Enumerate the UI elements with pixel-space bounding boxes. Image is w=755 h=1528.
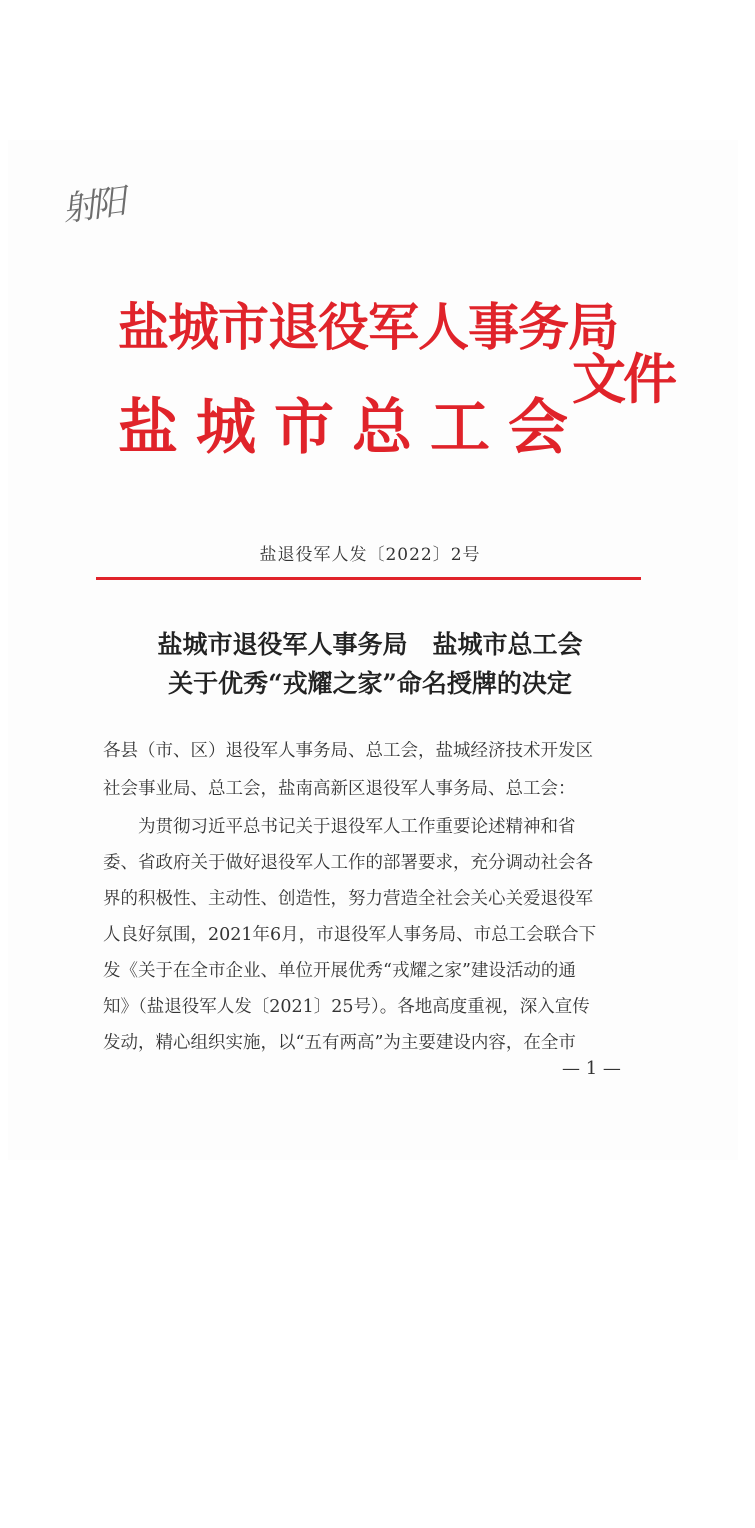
body-line: 各县（市、区）退役军人事务局、总工会，盐城经济技术开发区 [103,741,593,761]
header-char: 会 [508,393,568,463]
body-line: 委、省政府关于做好退役军人工作的部署要求，充分调动社会各 [103,853,593,873]
document-title-line2: 关于优秀“戎耀之家”命名授牌的决定 [168,669,572,698]
body-line: 社会事业局、总工会，盐南高新区退役军人事务局、总工会： [103,779,576,799]
header-char: 总 [352,393,412,463]
red-divider-line [96,577,641,580]
page-number: — 1 — [562,1058,621,1079]
header-char: 市 [274,393,334,463]
body-line: 界的积极性、主动性、创造性，努力营造全社会关心关爱退役军 [103,889,593,909]
body-line: 为贯彻习近平总书记关于退役军人工作重要论述精神和省 [103,817,576,837]
document-number: 盐退役军人发〔2022〕2号 [259,545,481,565]
header-char: 城 [196,393,256,463]
header-issuer-line1: 盐城市退役军人事务局 [118,298,619,358]
body-line: 人良好氛围，2021年6月，市退役军人事务局、市总工会联合下 [103,925,597,945]
document-title-line1: 盐城市退役军人事务局 盐城市总工会 [157,630,583,659]
body-line: 发《关于在全市企业、单位开展优秀“戎耀之家”建设活动的通 [103,961,576,981]
body-line: 知》（盐退役军人发〔2021〕25号）。各地高度重视，深入宣传 [103,997,590,1017]
header-char: 盐 [118,393,178,463]
handwritten-note: 射阳 [59,181,125,230]
body-line: 发动，精心组织实施，以“五有两高”为主要建设内容，在全市 [103,1033,576,1053]
header-issuer-line2 [118,395,568,461]
header-suffix: 文件 [572,347,674,411]
header-char: 工 [430,393,490,463]
